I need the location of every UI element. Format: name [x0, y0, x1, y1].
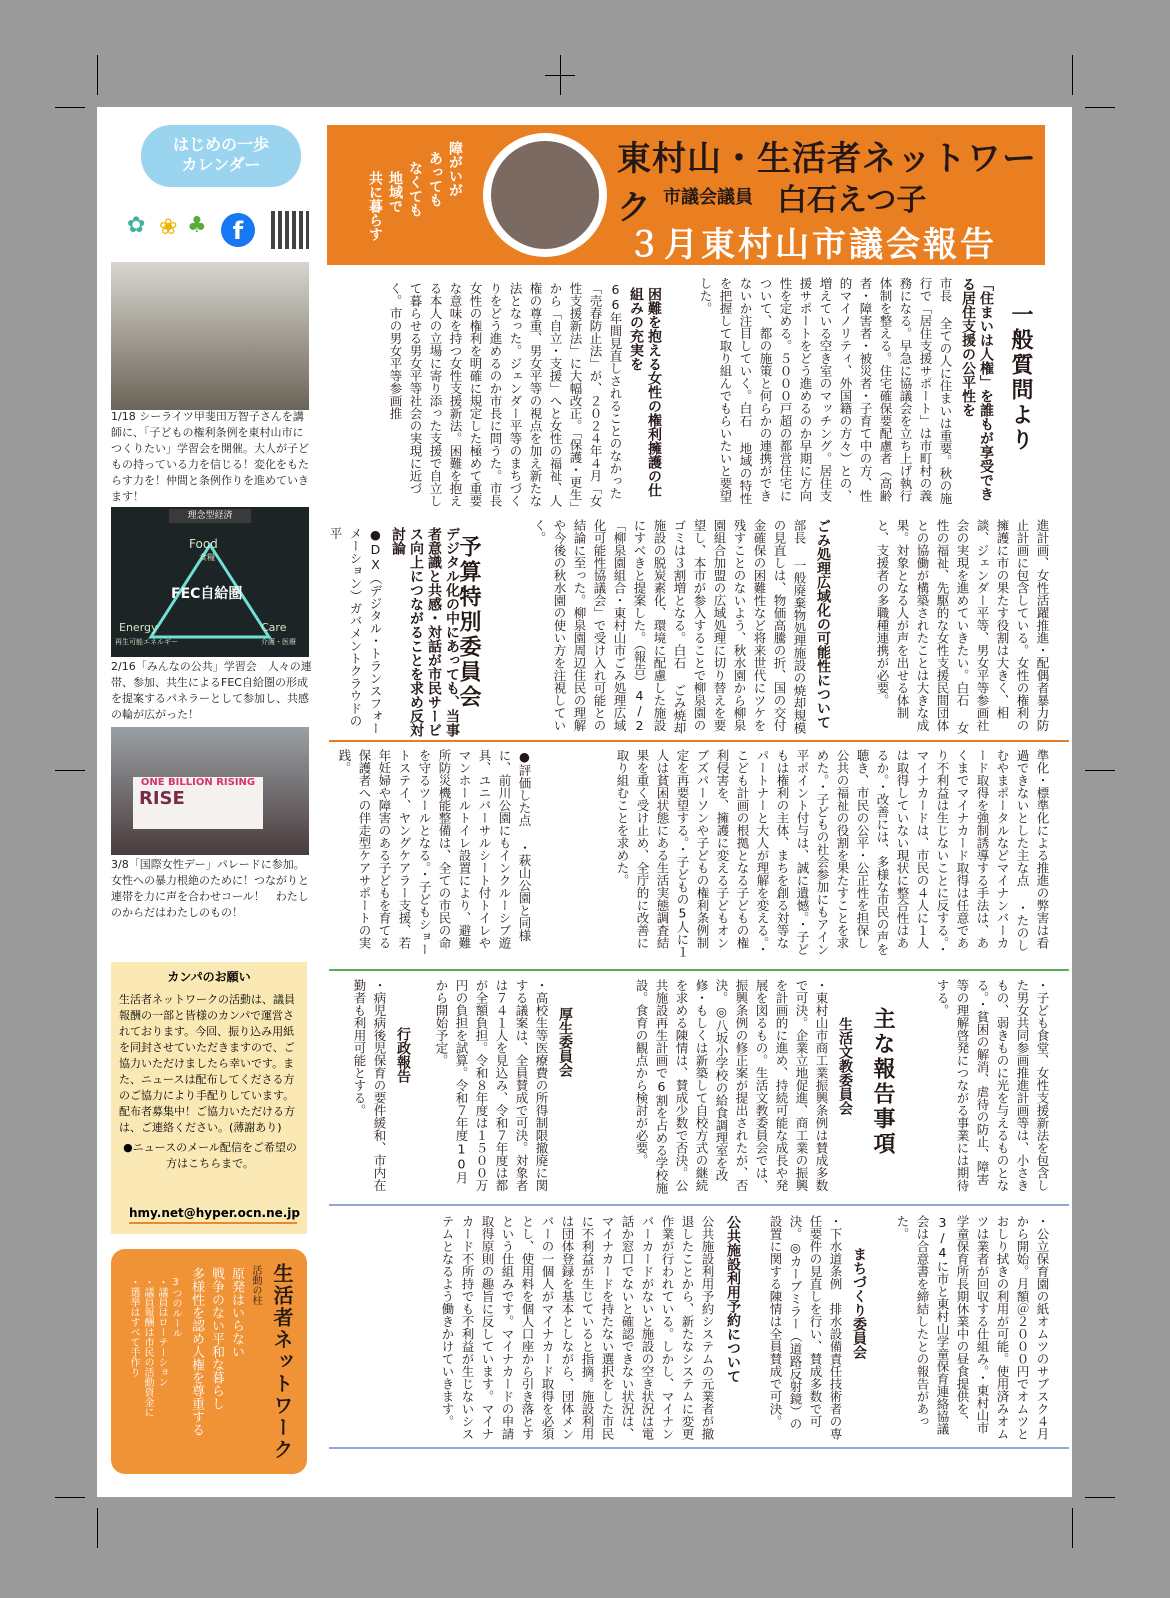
- section-general-questions: 一般質問より: [1008, 303, 1033, 453]
- text-life-culture: ・東村山市商工業振興条例は賛成多数で可決。企業立地促進、商工業の振興を計画的に進め、持続可能な成長や発展を図るもの。生活文教委員会では、振興条例の修正案が提出されたが、否決。◎八坂小学校の給食調理室を改修・もしくは新築して自校方式の継続を求める陳情は、賛成少数で否決。公共施設再生計画で6割を占める学校施設。食育の観点から検討が必要。: [634, 979, 829, 1194]
- caption-fec: 2/16「みんなの公共」学習会 人々の連帯、参加、共生によるFEC自給圏の形成を提案するパネラーとして参加し、共感の輪が広がった！: [111, 660, 312, 721]
- fec-triangle: [111, 507, 309, 657]
- flower-icon: ❀: [159, 215, 178, 240]
- donation-request-box: [111, 962, 307, 1234]
- newsletter-page: [97, 107, 1072, 1497]
- photo-womens-day: ONE BILLION RISING RISE: [111, 727, 309, 855]
- plant-icon: ♣: [187, 213, 207, 238]
- councilor-name: 白石えつ子: [777, 183, 927, 218]
- text-digital: ●DX（デジタル・トランスフォーメーション）ガバメントクラウドの平: [328, 527, 383, 735]
- caption-study-meeting: 1/18 シーライツ甲斐田万智子さんを講師に、「子どもの権利条例を東村山市につくりたい」学習会を開催。大人が子どもの持っている力を信じる！変化をもたらす力を！仲間と条例作りを進めていきます！: [111, 410, 309, 503]
- subhead-public-facility: 公共施設利用予約について: [725, 1215, 741, 1383]
- report-title: ３月東村山市議会報告: [627, 225, 997, 265]
- text-housing: 市長 全ての人に住まいは重要。秋の施行で「居住支援サポート」は市町村の義務になる。早急に協議会を立ち上げ執行体制を整える。住宅確保要配慮者（高齢者・障害者・被災者・子育て中の方、性的マイノリティ、外国籍の方々）との、増えている空き室のマッチング。居住支援サポートをどう進めるのか早期に方向性を定める。５０００戸超の都営住宅について、都の施策と何らかの連携ができないか注目していく。白石 地域の特性を把握して取り組んでもらいたいと要望した。: [698, 277, 953, 505]
- divider-green: [329, 969, 1069, 971]
- text-town: ・下水道条例 排水設備責任技術者の専任要件の見直しを行い、賛成多数で可決。◎カーブミラー（道路反射鏡）の設置に関する陳情は全員賛成で可決。: [768, 1215, 843, 1440]
- text-garbage: 部長 一般廃棄物処理施設の焼却規模の見直しは、物価高騰の折、国の交付金確保の困難性など将来世代にツケを残すことのないよう、秋水園から柳泉園組合加盟の広域処理に切り替えを要望し、本市が参入することで柳泉園のゴミは３割増となる。白石 ごみ焼却施設の脱炭素化、環境に配慮した施設にすべきと提案した。（報告）4/2「柳泉園組合・東村山市ごみ処理広域化可能性協議会」で受け入れ可能との結論に至った。柳泉園周辺住民の理解や今後の秋水園の使い方を注視していく。: [532, 519, 807, 734]
- sprout-icon: ✿: [127, 213, 146, 238]
- donation-body: 生活者ネットワークの活動は、議員報酬の一部と皆様のカンパで運営されております。今回、振り込み用紙を同封させていただきますので、ご協力いただけましたら幸いです。また、ニュースは配布してくださる方のご協力により手配りしています。配布者募集中！ご協力いただける方は、ご連絡ください。(薄謝あり) ●ニュースのメール配信をご希望の方はこちらまで。: [119, 993, 297, 1170]
- logo-line2: カレンダー: [181, 155, 261, 174]
- logo-bubble: [141, 125, 301, 187]
- photo-study-meeting: [111, 262, 309, 410]
- subhead-health: 厚生委員会: [557, 1007, 573, 1077]
- text-women: 66年間見直しされることのなかった「売春防止法」が、２０２４年４月「女性支援新法」に大幅改正。「保護・更生」から「自立・支援」へと女性の福祉、人権の尊重、男女平等の視点を加え新たな法となった。ジェンダー平等のまちづくりをどう進めるのか市長に問うた。市長 女性の権利を明確に規定した極めて重要な意味を持つ女性支援新法。困難を抱える本人の立場に寄り添った支援で自立して暮らせる男女平等社会の実現に近づく。市の男女平等参画推: [388, 282, 623, 507]
- text-childcare: ・公立保育園の紙オムツのサブスク４月から開始。月額＠２０００円でオムツとおしり拭きの利用が可能。使用済みオムツは業者が回収する仕組み。・東村山市学童保育所長期休業中の昼食提供を、3/4に市と東村山学童保育連絡協議会は合意書を締結したとの報告があった。: [895, 1215, 1050, 1440]
- divider-bottom: [329, 1447, 1069, 1449]
- contact-email[interactable]: hmy.net@hyper.ocn.ne.jp: [129, 1206, 297, 1224]
- masthead: 障がいが あっても なくても 地域で 共に暮らす 東村山・生活者ネットワーク 市議会議員 白石えつ子 ３月東村山市議会報告: [327, 125, 1045, 265]
- text-admin: ・病児病後児保育の要件緩和、市内在勤者も利用可能とする。: [352, 979, 387, 1192]
- text-main-intro: ・子ども食堂、女性支援新法を包含した男女共同参画推進計画等は、小さきもの、弱きものに光を与えるものとなる。・貧困の解消、虐待の防止、障害等の理解啓発につながる事業には期待する。: [935, 979, 1050, 1192]
- text-public-facility: 公共施設利用予約システムの元業者が撤退したことから、新たなシステムに変更作業が行われている。しかし、マイナンバーカードがないと施設の空き状況は電話か窓口でないと確認できない状況は、マイナカードを持たない選択をした市民に不利益が生じていると指摘。施設利用は団体登録を基本としながら、団体メンバーの一個人がマイナカード取得を必須とし、使用料を個人口座から引き落とすという仕組みです。マイナカードの申請取得原則の趣旨に反しています。マイナカード不所持でも不利益が生じないシステムとなるよう働きかけていきます。: [440, 1215, 715, 1440]
- donation-title: カンパのお願い: [167, 970, 251, 984]
- divider-orange: [329, 740, 1069, 742]
- calendar-logo: [113, 125, 313, 253]
- section-budget-committee: 予算特別委員会: [456, 535, 481, 710]
- subhead-town: まちづくり委員会: [851, 1247, 867, 1359]
- councilor-role: 市議会議員: [663, 187, 753, 208]
- facebook-icon[interactable]: f: [221, 213, 255, 247]
- network-title: 生活者ネットワーク: [270, 1263, 294, 1461]
- caption-womens-day: 3/8「国際女性デー」パレードに参加。女性への暴力根絶のために！つながりと連帯を力に声を合わせコール！ わたしのからだはわたしのもの！: [111, 858, 309, 919]
- text-budget-issues: 準化・標準化による推進の弊害は看過できないとした主な点 ・たのしむやまポータルなどマイナンバーカード取得を強制誘導する手法は、あくまでマイナカード取得は任意であり不利益は生じないことに反する。・マイナカードは、市民の４人に１人は取得していない現状に整合性はあるか。・改善には、多様な市民の声を聴き、市民の公平・公正性を担保し公共の福祉の役割を果たすことを求めた。・子どもの社会参加にもアイン平ポイント付与は、誠に遺憾。・子どもは権利の主体、まちを創る対等なパートナーと大人が理解を変える。・こども計画の根拠となる子どもの権利侵害を、擁護に変える子どもオンブズパーソンや子どもの権利条例制定を再要望する。・子どもの5人に１人は貧困状態にある生活実態調査結果を重く受け止め、全庁的に改善に取り組むことを求めた。: [615, 749, 1050, 958]
- subhead-digital: デジタル化の中にあっても、当事者意識と共感・対話が市民サービス向上につながることを求め反対討論: [390, 527, 460, 737]
- subhead-life-culture: 生活文教委員会: [837, 1017, 853, 1115]
- text-women-continued: 進計画、女性活躍推進・配偶者暴力防止計画に包含している。女性の権利の擁護に市の果たす役割は大きく、相談、ジェンダー平等、男女平等参画社会の実現を進めていきたい。白石 女性の福祉、先駆的な女性支援民間団体との協働が構築されたことは大きな成果。対象となる人が声を出せる体制と、支援者の多職種連携が必要。: [875, 519, 1050, 734]
- subhead-housing: 「住まいは人権」を誰もが享受できる居住支援の公平性を: [960, 277, 994, 501]
- section-main-reports: 主な報告事項: [870, 1007, 895, 1157]
- subhead-admin: 行政報告: [395, 1027, 411, 1083]
- photo-fec-diagram: 理念型経済 Food 食糧 FEC自給圏 Energy 再生可能エネルギー Care 介護・医療: [111, 507, 309, 657]
- qr-code-icon: [271, 211, 309, 249]
- subhead-women: 困難を抱える女性の権利擁護の仕組みの充実を: [628, 287, 662, 497]
- masthead-title: 東村山・生活者ネットワーク: [617, 139, 1037, 228]
- text-health: ・高校生等医療費の所得制限撤廃に関する議案は、全員賛成で可決。対象者は７４１人を見込み、令和７年度は都が全額負担。令和８年度は１５００万円の負担を試算。令和７年度10月から開始予定。: [434, 979, 549, 1192]
- subhead-garbage: ごみ処理広域化の可能性について: [815, 519, 831, 729]
- network-principles-box: 生活者ネットワーク 活動の柱 原発はいらない 戦争のない平和な暮らし 多様性を認め人権を尊重する 3つのルール ・議員はローテーション ・議員報酬は市民の活動資金に ・選挙はすべて手作り: [111, 1249, 307, 1474]
- councilor-portrait: [483, 133, 607, 257]
- logo-line1: はじめの一歩: [172, 135, 269, 154]
- divider-blue: [329, 1204, 1069, 1206]
- text-evaluated-points: ●評価した点 ・萩山公園と同様に、前川公園にもインクルーシブ遊具、ユニバーサルシート付トイレやマンホールトイレ設置により、避難所防災機能整備は、全ての市民の命を守るツールとなる。・子どもショートステイ、ヤングケアラー支援、若年妊婦や障害のある子どもを育てる保護者への伴走型ケアサポートの実践。: [337, 749, 532, 956]
